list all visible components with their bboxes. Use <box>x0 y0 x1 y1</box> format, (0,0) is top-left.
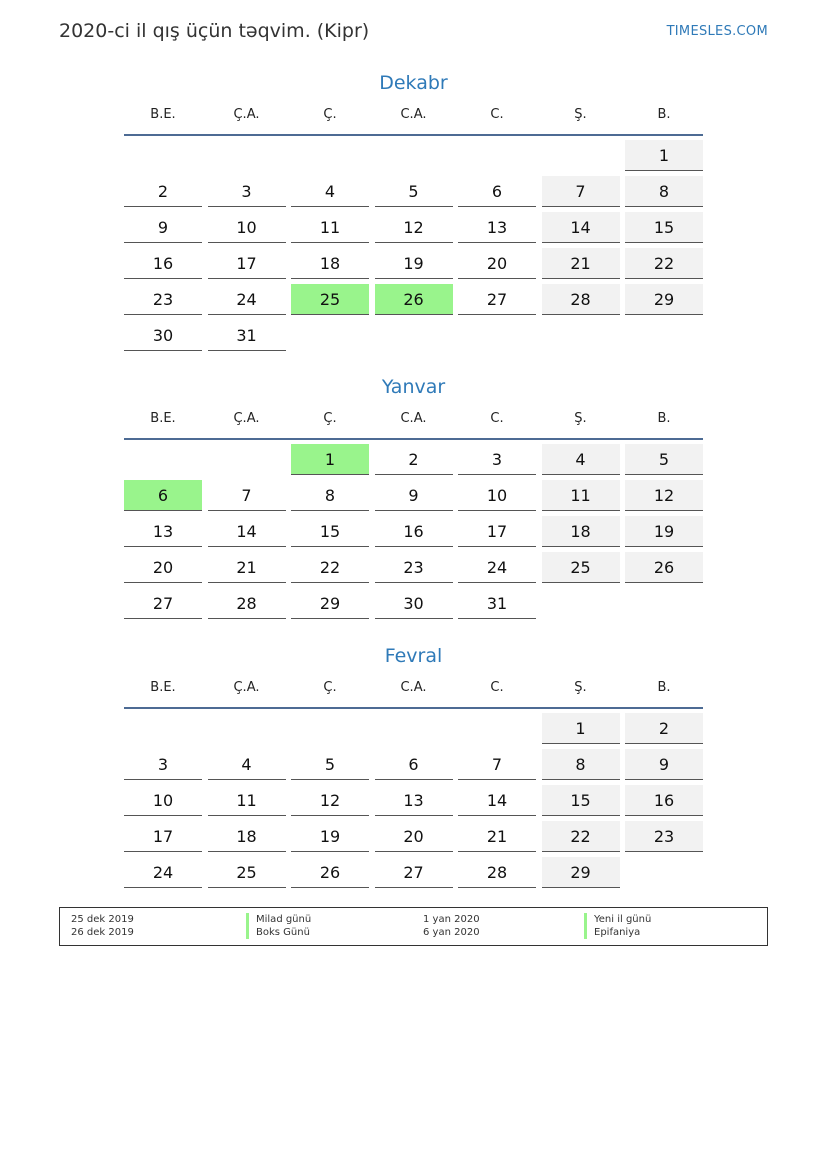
weekday-label: C. <box>490 411 504 426</box>
weekday-label: B.E. <box>150 680 176 695</box>
day-cell: 28 <box>542 284 620 315</box>
day-cell: 26 <box>291 857 369 888</box>
day-cell: 3 <box>124 749 202 780</box>
holiday-day-cell: 26 <box>375 284 453 315</box>
day-cell: 11 <box>291 212 369 243</box>
weekday-label: C.A. <box>400 411 427 426</box>
weekday-label: B. <box>657 411 671 426</box>
day-cell: 17 <box>208 248 286 279</box>
day-cell: 29 <box>291 588 369 619</box>
legend-holiday-name: Epifaniya <box>584 926 640 939</box>
day-cell: 10 <box>124 785 202 816</box>
day-cell: 15 <box>542 785 620 816</box>
day-cell: 15 <box>625 212 703 243</box>
day-cell: 27 <box>124 588 202 619</box>
weekday-label: Ş. <box>574 680 587 695</box>
day-cell: 3 <box>458 444 536 475</box>
day-cell: 9 <box>625 749 703 780</box>
day-cell: 12 <box>291 785 369 816</box>
day-cell: 4 <box>291 176 369 207</box>
day-cell: 18 <box>542 516 620 547</box>
day-cell: 29 <box>542 857 620 888</box>
weekday-label: Ş. <box>574 107 587 122</box>
day-cell: 14 <box>458 785 536 816</box>
day-cell: 19 <box>291 821 369 852</box>
day-cell: 25 <box>542 552 620 583</box>
month-title: Yanvar <box>381 376 446 398</box>
weekday-label: Ç.A. <box>233 107 260 122</box>
day-cell: 7 <box>542 176 620 207</box>
day-cell: 31 <box>208 320 286 351</box>
day-cell: 5 <box>291 749 369 780</box>
weekday-label: Ç.A. <box>233 411 260 426</box>
day-cell: 4 <box>542 444 620 475</box>
holiday-day-cell: 25 <box>291 284 369 315</box>
day-cell: 17 <box>124 821 202 852</box>
day-cell: 10 <box>458 480 536 511</box>
weekday-label: Ç.A. <box>233 680 260 695</box>
day-cell: 16 <box>625 785 703 816</box>
day-grid <box>124 713 703 893</box>
legend-holiday-name: Yeni il günü <box>584 913 651 926</box>
legend-date: 1 yan 2020 <box>423 914 480 925</box>
weekday-label: Ç. <box>323 680 337 695</box>
day-cell: 16 <box>124 248 202 279</box>
holiday-day-cell: 1 <box>291 444 369 475</box>
legend-date: 6 yan 2020 <box>423 927 480 938</box>
day-cell: 22 <box>625 248 703 279</box>
day-cell: 3 <box>208 176 286 207</box>
day-cell: 23 <box>625 821 703 852</box>
weekday-label: C.A. <box>400 680 427 695</box>
day-cell: 2 <box>375 444 453 475</box>
day-cell: 2 <box>625 713 703 744</box>
weekday-label: Ç. <box>323 411 337 426</box>
day-grid <box>124 140 703 356</box>
day-cell: 1 <box>542 713 620 744</box>
month-fevral <box>124 642 703 893</box>
day-cell: 11 <box>542 480 620 511</box>
page-header <box>59 20 768 44</box>
legend-holiday-name: Boks Günü <box>246 926 310 939</box>
holiday-legend <box>59 907 768 946</box>
day-cell: 19 <box>375 248 453 279</box>
legend-holiday-name: Milad günü <box>246 913 311 926</box>
weekday-label: Ş. <box>574 411 587 426</box>
day-cell: 10 <box>208 212 286 243</box>
day-cell: 18 <box>291 248 369 279</box>
day-cell: 13 <box>458 212 536 243</box>
day-cell: 2 <box>124 176 202 207</box>
weekday-header <box>124 104 703 136</box>
weekday-header <box>124 677 703 709</box>
day-cell: 21 <box>542 248 620 279</box>
weekday-label: B.E. <box>150 411 176 426</box>
day-cell: 7 <box>458 749 536 780</box>
day-cell: 20 <box>375 821 453 852</box>
day-cell: 22 <box>542 821 620 852</box>
day-cell: 9 <box>124 212 202 243</box>
brand-link[interactable]: TIMESLES.COM <box>666 24 768 39</box>
holiday-day-cell: 6 <box>124 480 202 511</box>
day-cell: 23 <box>375 552 453 583</box>
page-title: 2020-ci il qış üçün təqvim. (Kipr) <box>59 20 370 42</box>
weekday-label: C. <box>490 680 504 695</box>
month-title: Fevral <box>384 645 443 667</box>
day-cell: 21 <box>458 821 536 852</box>
day-cell: 15 <box>291 516 369 547</box>
day-cell: 12 <box>625 480 703 511</box>
weekday-label: B. <box>657 680 671 695</box>
day-cell: 9 <box>375 480 453 511</box>
day-cell: 13 <box>375 785 453 816</box>
month-dekabr <box>124 69 703 356</box>
day-cell: 21 <box>208 552 286 583</box>
day-cell: 14 <box>542 212 620 243</box>
day-cell: 4 <box>208 749 286 780</box>
day-cell: 27 <box>458 284 536 315</box>
day-cell: 17 <box>458 516 536 547</box>
day-cell: 11 <box>208 785 286 816</box>
day-cell: 13 <box>124 516 202 547</box>
day-cell: 16 <box>375 516 453 547</box>
day-cell: 28 <box>458 857 536 888</box>
day-cell: 8 <box>625 176 703 207</box>
day-cell: 28 <box>208 588 286 619</box>
day-cell: 24 <box>124 857 202 888</box>
day-cell: 14 <box>208 516 286 547</box>
day-cell: 30 <box>375 588 453 619</box>
day-cell: 7 <box>208 480 286 511</box>
day-cell: 8 <box>291 480 369 511</box>
day-cell: 19 <box>625 516 703 547</box>
day-cell: 24 <box>458 552 536 583</box>
day-cell: 20 <box>458 248 536 279</box>
month-yanvar <box>124 373 703 624</box>
day-cell: 22 <box>291 552 369 583</box>
weekday-label: C.A. <box>400 107 427 122</box>
weekday-label: B. <box>657 107 671 122</box>
day-cell: 25 <box>208 857 286 888</box>
weekday-label: C. <box>490 107 504 122</box>
day-cell: 18 <box>208 821 286 852</box>
day-cell: 20 <box>124 552 202 583</box>
day-cell: 12 <box>375 212 453 243</box>
day-cell: 5 <box>375 176 453 207</box>
weekday-label: B.E. <box>150 107 176 122</box>
day-cell: 6 <box>375 749 453 780</box>
weekday-label: Ç. <box>323 107 337 122</box>
day-cell: 6 <box>458 176 536 207</box>
legend-date: 26 dek 2019 <box>71 927 134 938</box>
weekday-header <box>124 408 703 440</box>
day-cell: 31 <box>458 588 536 619</box>
day-cell: 23 <box>124 284 202 315</box>
day-cell: 8 <box>542 749 620 780</box>
day-cell: 5 <box>625 444 703 475</box>
day-grid <box>124 444 703 624</box>
day-cell: 26 <box>625 552 703 583</box>
day-cell: 1 <box>625 140 703 171</box>
month-title: Dekabr <box>379 72 448 94</box>
day-cell: 27 <box>375 857 453 888</box>
day-cell: 29 <box>625 284 703 315</box>
day-cell: 30 <box>124 320 202 351</box>
legend-date: 25 dek 2019 <box>71 914 134 925</box>
day-cell: 24 <box>208 284 286 315</box>
